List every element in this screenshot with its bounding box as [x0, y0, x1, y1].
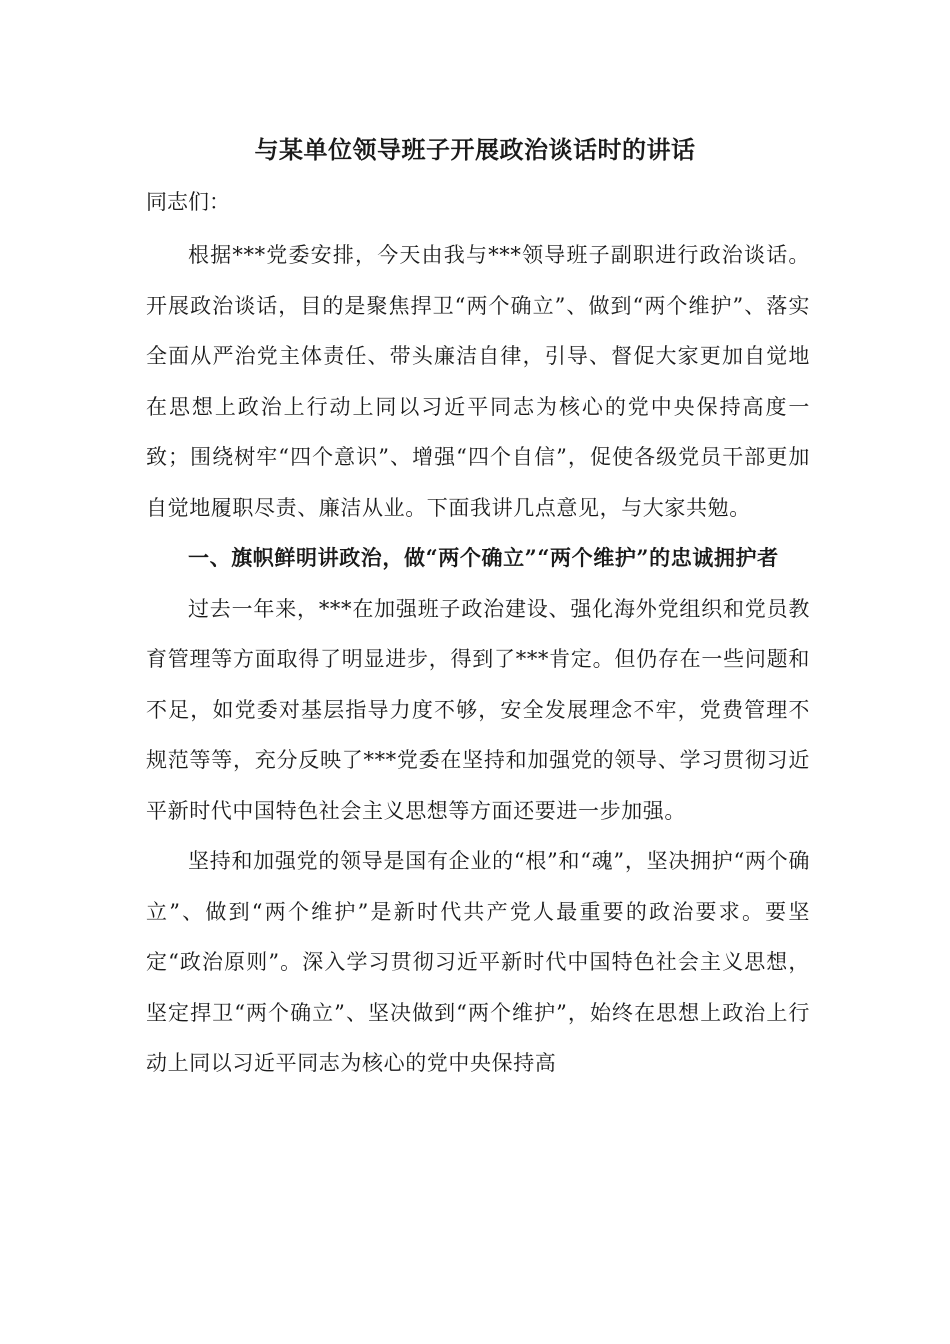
body-paragraph: 坚持和加强党的领导是国有企业的“根”和“魂”，坚决拥护“两个确立”、做到“两个维护”是新时代共产党人最重要的政治要求。要坚定“政治原则”。深入学习贯彻习近平新时代中国特色社会主义思想，坚定捍卫“两个确立”、坚决做到“两个维护”，始终在思想上政治上行动上同以习近平同志为核心的党中央保持高: [146, 849, 810, 1075]
section-heading: 一、旗帜鲜明讲政治，做“两个确立”“两个维护”的忠诚拥护者: [188, 545, 779, 570]
salutation: 同志们：: [146, 190, 230, 214]
body-paragraph: 过去一年来，***在加强班子政治建设、强化海外党组织和党员教育管理等方面取得了明显进步，得到了***肯定。但仍存在一些问题和不足，如党委对基层指导力度不够，安全发展理念不牢，党费管理不规范等等，充分反映了***党委在坚持和加强党的领导、学习贯彻习近平新时代中国特色社会主义思想等方面还要进一步加强。: [146, 596, 810, 823]
document-title: 与某单位领导班子开展政治谈话时的讲话: [254, 135, 696, 164]
document-body: [146, 230, 810, 1089]
intro-paragraph: 根据***党委安排，今天由我与***领导班子副职进行政治谈话。开展政治谈话，目的是聚焦捍卫“两个确立”、做到“两个维护”、落实全面从严治党主体责任、带头廉洁自律，引导、督促大家更加自觉地在思想上政治上行动上同以习近平同志为核心的党中央保持高度一致；围绕树牢“四个意识”、增强“四个自信”，促使各级党员干部更加自觉地履职尽责、廉洁从业。下面我讲几点意见，与大家共勉。: [146, 243, 810, 520]
